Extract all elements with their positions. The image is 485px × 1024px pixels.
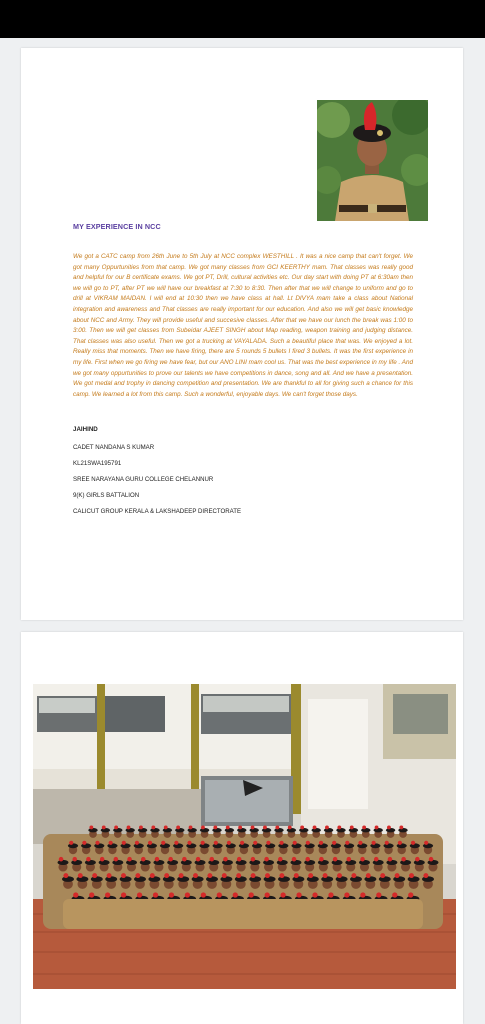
group-photo [33,684,456,989]
signature-battalion: 9(K) GIRLS BATTALION [73,492,140,499]
signature-regno: KL21SWA195791 [73,460,122,467]
signature-group: CALICUT GROUP KERALA & LAKSHADEEP DIRECTORATE [73,508,242,515]
page-heading: MY EXPERIENCE IN NCC [73,222,161,231]
experience-body-text: We got a CATC camp from 26th June to 5th July at NCC complex WESTHILL . It was a nice camp that can't forget. We got many Oppurtunities from that camp. We got many classes from GCI KEERTHY mam. That classes was really good and helpful for our B certificate exams. We got PT, Drill, cultural activities etc. Our day start with doing PT at 6:30am then we will go to PT, after PT we will have our breakfast at 7:30 to 8:30. Then after that we will change to uniform and go to drill at VIKRAM MAIDAN. I will end at 10:30 then we have class at hall. Lt DIVYA mam take a class about National integration and awareness and That classes are really important for our education. And also we will get basic knowledge about NCC and Army. They will provide useful and succesive classes. After that we have our lunch the break was 1:00 to 3:00. Then we will get classes from Subeidar AJEET SINGH about Map reading, weapon training and judging distance. That classes was also useful. Then we got a trucking at VAYALADA. Such a beautiful place that was. We enjoyed a lot. Really miss that moments. Then we have firing, there are 5 rounds 5 bullets I fired 3 bullets. It was the first experience in my life. First when we go firing we have fear, but our ANO LINI mam cool us. That was the best experience in my life . And we got many oppurtunities to prove our talents we have competitions in dance, song and all. And we have a presentation. We got medal and trophy in dancing competition and presentation. We are thankful to all for giving such a chance for this camp. We learned a lot from this camp. Such a wonderful, enjoyable days. We can't forget those days. [73,253,413,398]
document-page-2 [21,632,463,1024]
closing-salute: JAIHIND [73,426,98,433]
status-bar [0,0,485,38]
signature-name: CADET NANDANA S KUMAR [73,444,155,451]
document-page-1 [21,48,463,620]
signature-college: SREE NARAYANA GURU COLLEGE CHELANNUR [73,476,214,483]
cadet-portrait-photo [317,100,428,221]
